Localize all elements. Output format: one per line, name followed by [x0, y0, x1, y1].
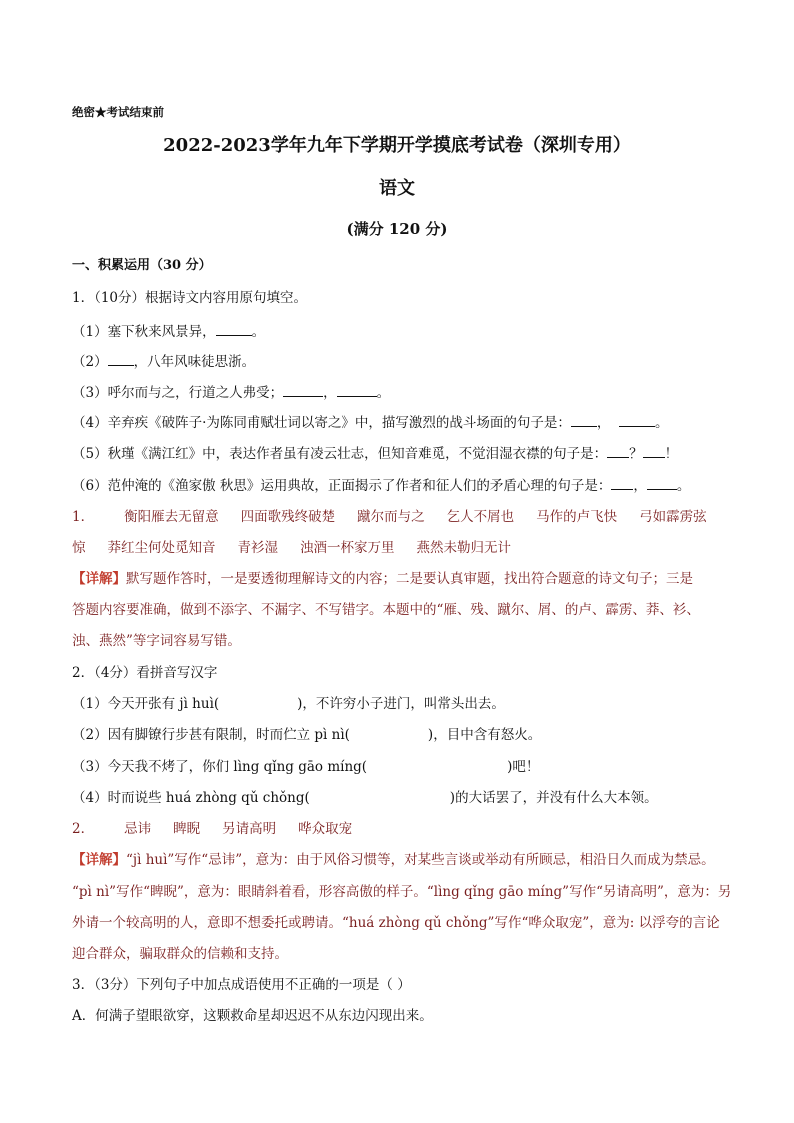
detail-text: 外请一个较高明的人，意即不想委托或聘请。“huá zhòng qǔ chǒng”写作“哗众取宠”，意为: 以浮夸的言论 — [72, 915, 720, 931]
answer-blank[interactable] — [337, 384, 377, 397]
answer-blank[interactable] — [571, 414, 597, 427]
detail-text: “pì nì”写作“睥睨”，意为：眼睛斜着看，形容高傲的样子。“lìng qǐng gāo míng”写作“另请高明”，意为：另 — [72, 884, 732, 900]
item-text: ， — [323, 385, 337, 401]
question-2-item — [72, 726, 722, 744]
question-2-item — [72, 758, 722, 776]
item-text: 。 — [251, 324, 266, 340]
answer-word: 青衫湿 — [237, 540, 278, 556]
answer-blank[interactable] — [619, 414, 655, 427]
answer-number: 2． — [72, 821, 95, 837]
question-2-detail — [72, 851, 722, 869]
answer-word: 另请高明 — [222, 821, 277, 837]
question-2-item — [72, 695, 722, 713]
item-text: （4）辛弃疾《破阵子·为陈同甫赋壮词以寄之》中，描写激烈的战斗场面的句子是： — [72, 415, 571, 431]
answer-blank[interactable] — [643, 445, 665, 458]
item-text: )，目中含有怒火。 — [427, 727, 542, 743]
question-3-option-a[interactable]: A．何满子望眼欲穿，这颗救命星却迟迟不从东边闪现出来。 — [72, 1008, 433, 1024]
question-1-answer — [72, 539, 722, 557]
answer-word: 睥睨 — [173, 821, 201, 837]
question-1-item — [72, 414, 722, 432]
item-text: ， — [633, 478, 647, 494]
section-heading: 一、积累运用（30 分） — [72, 258, 212, 273]
item-text: ！ — [664, 446, 679, 462]
detail-text: 浊、燕然”等字词容易写错。 — [72, 633, 241, 649]
question-1-item — [72, 353, 722, 371]
answer-word: 弓如霹雳弦 — [639, 509, 707, 525]
question-1-item — [72, 445, 722, 463]
detail-tag: 【详解】 — [72, 571, 126, 587]
answer-word: 莽红尘何处觅知音 — [107, 540, 216, 556]
exam-title: 2022-2023学年九年下学期开学摸底考试卷（深圳专用） — [163, 135, 631, 156]
item-text: 。 — [654, 415, 669, 431]
answer-word: 惊 — [72, 540, 86, 556]
answer-blank[interactable] — [216, 323, 252, 336]
question-1-stem: 1．（10分）根据诗文内容用原句填空。 — [72, 290, 308, 306]
answer-blank[interactable] — [283, 384, 323, 397]
answer-blank[interactable] — [108, 353, 134, 366]
item-text: )的大话罢了，并没有什么大本领。 — [449, 790, 658, 806]
answer-word: 浊酒一杯家万里 — [300, 540, 395, 556]
answer-word: 乞人不屑也 — [446, 509, 515, 525]
item-text: ？ — [629, 446, 643, 462]
answer-word: 忌讳 — [124, 821, 152, 837]
question-1-item — [72, 323, 722, 341]
answer-blank[interactable] — [647, 477, 677, 490]
item-text: 。 — [676, 478, 691, 494]
detail-text: 默写题作答时，一是要透彻理解诗文的内容；二是要认真审题，找出符合题意的诗文句子；三是 — [126, 571, 693, 587]
question-1-item — [72, 477, 722, 495]
answer-word: 四面歌残终破楚 — [240, 509, 336, 525]
answer-word: 蹴尔而与之 — [357, 509, 425, 525]
item-text: （1）塞下秋来风景异， — [72, 324, 216, 340]
detail-text: 答题内容要准确，做到不添字、不漏字、不写错字。本题中的“雁、残、蹴尔、屑、的卢、霹雳、莽、衫、 — [72, 602, 700, 618]
question-2-answer — [72, 820, 722, 838]
confidential-label: 绝密★考试结束前 — [72, 105, 164, 119]
detail-tag: 【详解】 — [72, 852, 126, 868]
item-text: （2）因有脚镣行步甚有限制，时而伫立 pì nì( — [72, 727, 350, 743]
answer-number: 1． — [72, 509, 95, 525]
answer-word: 马作的卢飞快 — [536, 509, 618, 525]
answer-word: 衡阳雁去无留意 — [124, 509, 219, 525]
detail-text: 迎合群众，骗取群众的信赖和支持。 — [72, 946, 288, 962]
item-text: )，不许穷小子进门，叫常头出去。 — [297, 696, 505, 712]
question-1-answer — [72, 508, 722, 526]
item-text: （6）范仲淹的《渔家傲 秋思》运用典故，正面揭示了作者和征人们的矛盾心理的句子是： — [72, 478, 612, 494]
item-text: ，八年风味徒思浙。 — [133, 354, 256, 370]
item-text: （2） — [72, 354, 108, 370]
item-text: （3）今天我不烤了，你们 lìng qǐng gāo míng( — [72, 759, 368, 775]
item-text: （4）时而说些 huá zhòng qǔ chǒng( — [72, 790, 310, 806]
subject-title: 语文 — [379, 178, 415, 199]
question-3-stem: 3．（3分）下列句子中加点成语使用不正确的一项是（ ） — [72, 977, 411, 993]
answer-blank[interactable] — [611, 477, 633, 490]
question-1-detail — [72, 570, 722, 588]
total-score: (满分 120 分) — [346, 220, 448, 238]
detail-text: “jì huì”写作“忌讳”，意为：由于风俗习惯等，对某些言谈或举动有所顾忌，相沿日久而成为禁忌。 — [126, 852, 715, 868]
answer-blank[interactable] — [607, 445, 629, 458]
item-text: 。 — [376, 385, 391, 401]
question-2-item — [72, 789, 722, 807]
question-2-stem: 2．（4分）看拼音写汉字 — [72, 665, 218, 681]
question-1-item — [72, 384, 722, 402]
answer-word: 燕然未勒归无计 — [416, 540, 511, 556]
item-text: （5）秋瑾《满江红》中，表达作者虽有凌云壮志，但知音难觅，不觉泪湿衣襟的句子是： — [72, 446, 608, 462]
item-text: （1）今天开张有 jì huì( — [72, 696, 220, 712]
item-text: ， — [596, 415, 611, 431]
item-text: )吧！ — [507, 759, 540, 775]
item-text: （3）呼尔而与之，行道之人弗受； — [72, 385, 284, 401]
answer-word: 哗众取宠 — [298, 821, 353, 837]
